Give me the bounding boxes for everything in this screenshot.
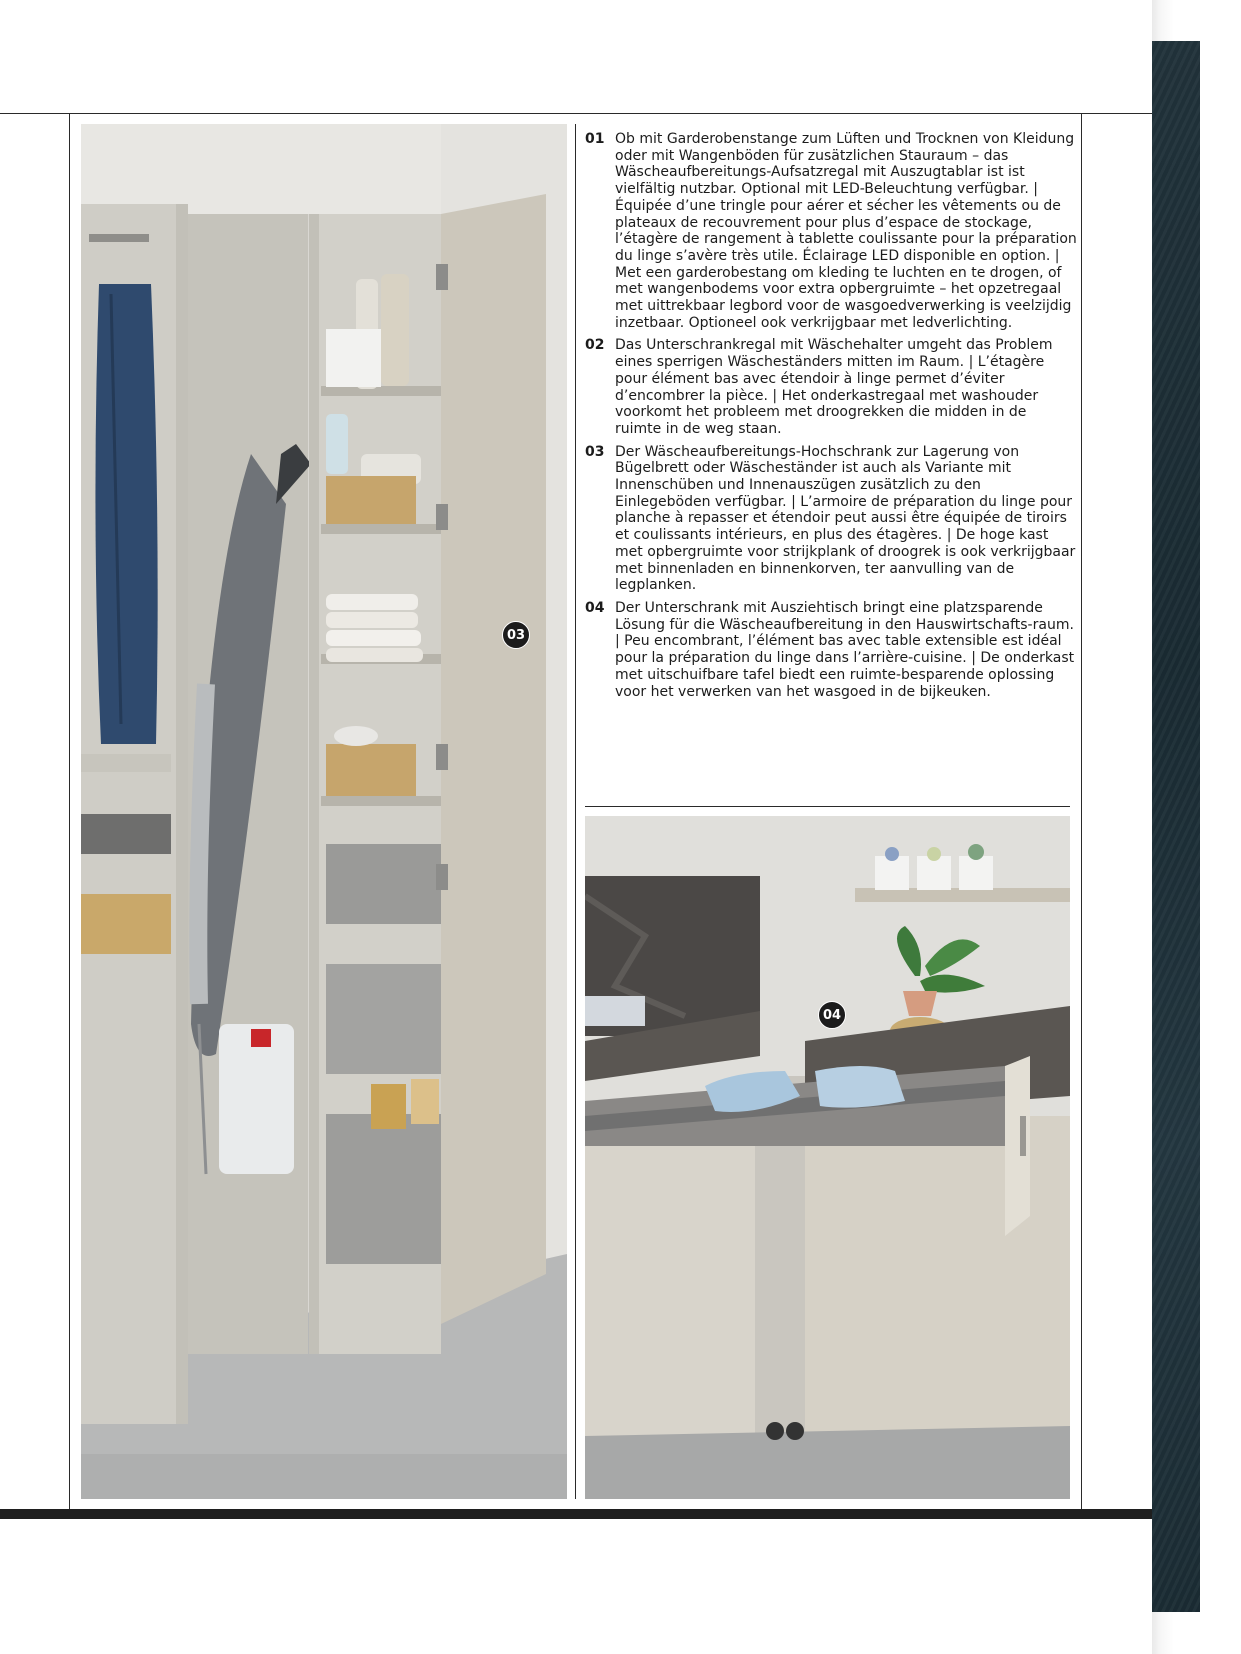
caption-divider <box>585 806 1070 807</box>
left-margin-rule <box>69 113 70 1509</box>
caption-number: 03 <box>585 443 605 460</box>
captions-column <box>585 131 1077 706</box>
right-margin-rule <box>1081 113 1082 1509</box>
caption-text: Der Wäscheaufbereitungs-Hochschrank zur Lagerung von Bügelbrett oder Wäscheständer ist auch als Variante mit Innenschüben und Innenauszügen zusätzlich zu den Einlegeböden verfügbar. | L’armoire de préparation du linge pour planche à repasser et étendoir peut aussi être équipée de tiroirs et coulissants intérieurs, en plus des étagères. | De hoge kast met opbergruimte voor strijkplank of droogrek is ook verkrijgbaar met binnenladen en binnenkorven, ter aanvulling van de legplanken. <box>615 443 1076 594</box>
laundry-tall-cabinet-photo <box>81 124 567 1499</box>
caption-number: 01 <box>585 131 605 147</box>
caption-number: 02 <box>585 337 605 354</box>
caption-02 <box>585 337 1077 437</box>
top-rule <box>0 113 1152 114</box>
caption-04 <box>585 600 1077 700</box>
catalog-cover-edge <box>1152 41 1200 1612</box>
caption-text: Das Unterschrankregal mit Wäschehalter umgeht das Problem eines sperrigen Wäscheständers mitten im Raum. | L’étagère pour élément bas avec étendoir à linge permet d’éviter d’encombrer la pièce. | Het onderkastregaal met washouder voorkomt het probleem met droogrekken die midden in de ruimte in de weg staan. <box>615 337 1053 437</box>
caption-number: 04 <box>585 599 605 616</box>
bottom-bar <box>0 1509 1152 1519</box>
caption-text: Der Unterschrank mit Ausziehtisch bringt eine platzsparende Lösung für die Wäscheaufbereitung in den Hauswirtschafts-raum. | Peu encombrant, l’élément bas avec table extensible est idéal pour la préparation du linge dans l’arrière-cuisine. | De onderkast met uitschuifbare tafel biedt een ruimte-besparende oplossing voor het verwerken van het wasgoed in de bijkeuken. <box>615 599 1075 700</box>
caption-text: Ob mit Garderobenstange zum Lüften und Trocknen von Kleidung oder mit Wangenböden für zusätzlichen Stauraum – das Wäscheaufbereitungs-Aufsatzregal mit Auszugtablar ist ist vielfältig nutzbar. Optional mit LED-Beleuchtung verfügbar. | Équipée d’une tringle pour aérer et sécher les vêtements ou de plateaux de recouvrement pour plus d’espace de stockage, l’étagère de rangement à tablette coulissante pour la préparation du linge s’avère très utile. Éclairage LED disponible en option. | Met een garderobestang om kleding te luchten en te drogen, of met wangenbodems voor extra opbergruimte – het opzetregaal met uittrekbaar legbord voor de wasgoedverwerking is veelzijdig inzetbaar. Optioneel ook verkrijgbaar met ledverlichting. <box>615 131 1077 331</box>
photo-badge-03: 03 <box>502 621 530 649</box>
center-column-rule <box>575 124 576 1499</box>
caption-03 <box>585 444 1077 594</box>
caption-01 <box>585 131 1077 331</box>
photo-badge-04: 04 <box>818 1001 846 1029</box>
pull-out-table-photo <box>585 816 1070 1499</box>
